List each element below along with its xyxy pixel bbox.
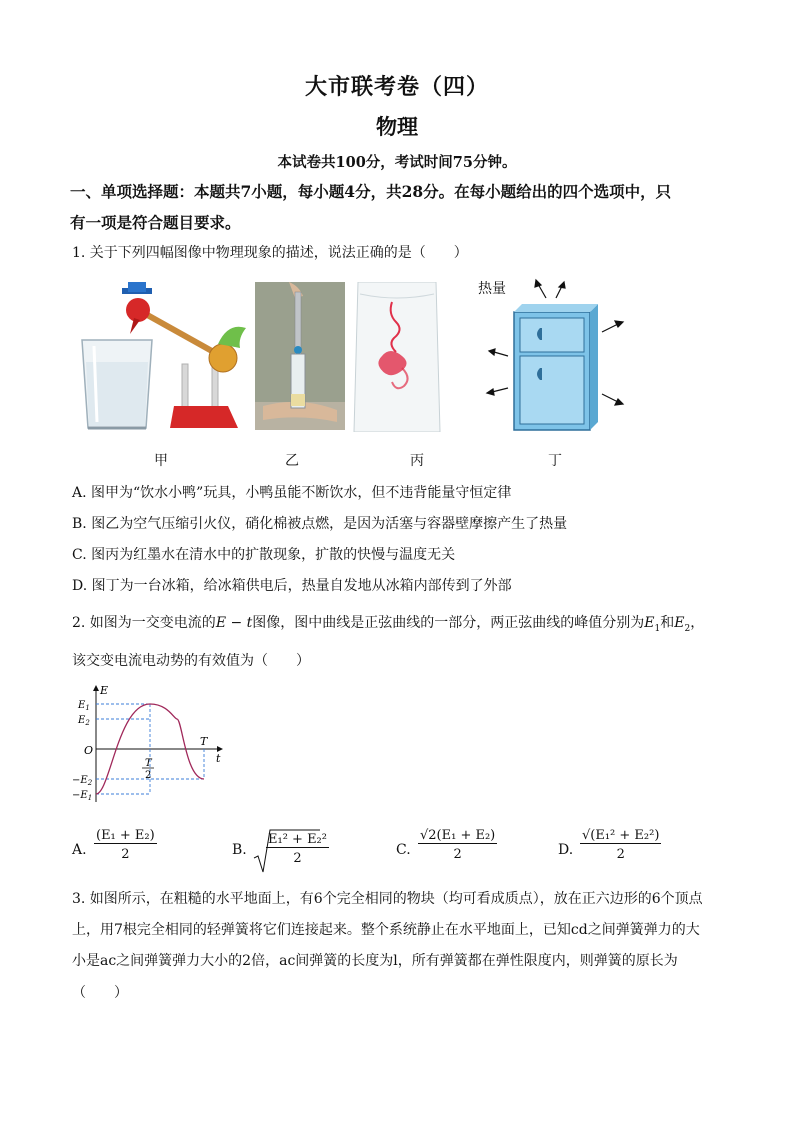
q1-option-b: B. 图乙为空气压缩引火仪，硝化棉被点燃，是因为活塞与容器壁摩擦产生了热量 [72, 516, 568, 532]
subject-title: 物理 [376, 114, 418, 139]
fridge-heat-label: 热量 [478, 281, 506, 297]
graph-axis-t: t [216, 752, 221, 765]
q2-option-c-frac: $\frac{\text{√2(E₁ + E₂)}}{2}$ [420, 828, 496, 862]
q2-option-a-frac: $\frac{\text{(E₁ + E₂)}}{2}$ [96, 828, 155, 862]
figure-et-graph [70, 682, 230, 808]
exam-note: 本试卷共100分，考试时间75分钟。 [277, 154, 517, 171]
q2-option-b-frac: $\frac{\text{E₁² + E₂²}}{2}$ [268, 832, 327, 866]
exam-title: 大市联考卷（四） [304, 74, 489, 100]
graph-label-neg-e2: $-E_2$ [72, 775, 93, 787]
graph-label-e1: $E_1$ [78, 700, 90, 712]
q3-line3: 小是ac之间弹簧弹力大小的2倍，ac间弹簧的长度为l，所有弹簧都在弹性限度内，则弹簧的原长为 [72, 953, 678, 969]
q1-stem: 1. 关于下列四幅图像中物理现象的描述，说法正确的是（ ） [72, 245, 468, 261]
q3-line1: 3. 如图所示，在粗糙的水平地面上，有6个完全相同的物块（均可看成质点），放在正六边形的6个顶点 [72, 891, 703, 907]
q2-option-b: B. $\frac{\text{E₁² + E₂²}}{2}$ [232, 828, 352, 878]
caption-jia: 甲 [154, 453, 168, 469]
graph-origin: O [84, 744, 94, 757]
graph-label-neg-e1: $-E_1$ [72, 790, 93, 802]
q2-option-c: C. $\frac{\text{√2(E₁ + E₂)}}{2}$ [396, 828, 496, 862]
q2-option-d: D. $\frac{\text{√(E₁² + E₂²)}}{2}$ [558, 828, 660, 862]
caption-yi: 乙 [285, 453, 299, 469]
graph-half-t-num: T [145, 758, 152, 769]
q3-line4: （ ） [72, 985, 128, 1001]
figure-ink-diffusion [352, 282, 442, 432]
q1-option-d: D. 图丁为一台冰箱，给冰箱供电后，热量自发地从冰箱内部传到了外部 [72, 578, 512, 594]
caption-bing: 丙 [410, 453, 424, 469]
section-heading [70, 176, 730, 238]
section-heading-line1: 一、单项选择题：本题共7小题，每小题4分，共28分。在每小题给出的四个选项中，只 [70, 182, 672, 201]
figure-drinking-bird [78, 282, 250, 434]
q2-stem-line2: 该交变电流电动势的有效值为（ ） [72, 653, 310, 669]
caption-ding: 丁 [548, 453, 562, 469]
section-heading-line2: 有一项是符合题目要求。 [70, 213, 241, 232]
graph-label-e2: $E_2$ [78, 715, 90, 727]
figure-fridge [478, 276, 638, 436]
figure-air-compressor [255, 282, 345, 430]
q1-option-c: C. 图丙为红墨水在清水中的扩散现象，扩散的快慢与温度无关 [72, 547, 456, 563]
q2-option-d-frac: $\frac{\text{√(E₁² + E₂²)}}{2}$ [582, 828, 660, 862]
graph-label-t: T [200, 735, 208, 748]
q2-option-a: A. $\frac{\text{(E₁ + E₂)}}{2}$ [72, 828, 155, 862]
graph-axis-e: E [100, 684, 109, 697]
q1-option-a: A. 图甲为“饮水小鸭”玩具，小鸭虽能不断饮水，但不违背能量守恒定律 [72, 485, 512, 501]
q3-line2: 上，用7根完全相同的轻弹簧将它们连接起来。整个系统静止在水平地面上，已知cd之间弹簧弹力的大 [72, 922, 700, 938]
graph-half-t-den: 2 [145, 770, 152, 781]
q2-stem-line1: 2. 如图为一交变电流的E − t图像，图中曲线是正弦曲线的一部分，两正弦曲线的峰值分别为$E_1$和$E_2$， [72, 615, 705, 634]
